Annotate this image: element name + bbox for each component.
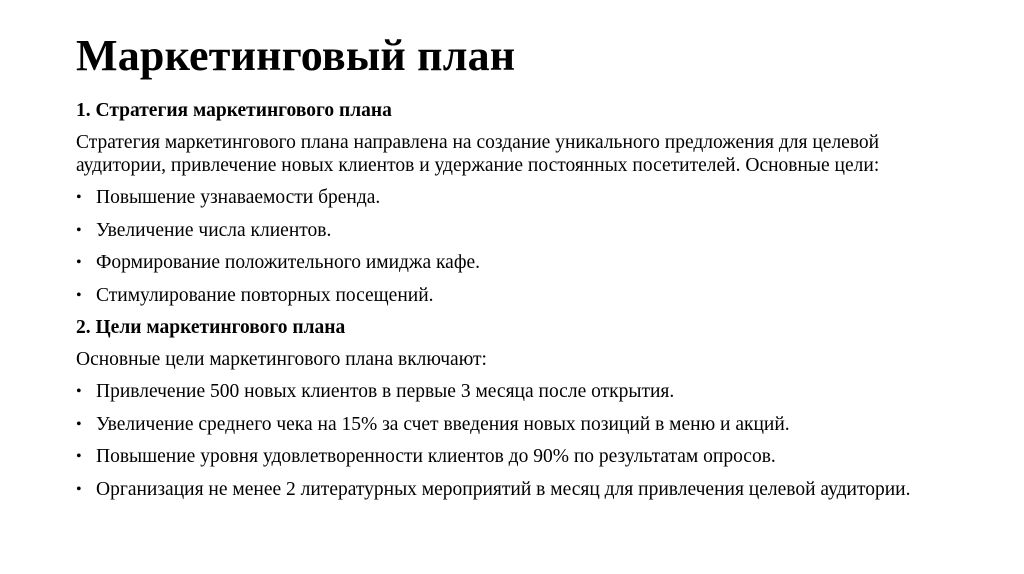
section-intro: Стратегия маркетингового плана направлена на создание уникального предложения для целевой аудитории, привлечение новых клиентов и удержание постоянных посетителей. Основные цели: [76,132,880,176]
bullet-icon: • [76,221,82,239]
list-item [76,186,964,209]
section-heading: 2. Цели маркетингового плана [76,317,346,338]
list-item-text: Привлечение 500 новых клиентов в первые 3 месяца после открытия. [96,381,675,402]
bullet-icon: • [76,415,82,433]
bullet-icon: • [76,254,82,271]
bullet-icon: • [76,286,82,304]
slide-title: Маркетинговый план [76,31,516,80]
list-item-text: Повышение узнаваемости бренда. [96,187,381,208]
list-item [76,445,964,468]
bullet-icon: • [76,383,82,400]
bullet-icon: • [76,448,82,465]
section-intro: Основные цели маркетингового плана включают: [76,349,487,370]
section-goals [76,316,964,501]
list-item-text: Повышение уровня удовлетворенности клиентов до 90% по результатам опросов. [96,446,776,467]
list-item-text: Стимулирование повторных посещений. [96,284,434,306]
bullet-icon: • [76,189,82,206]
list-item-text: Организация не менее 2 литературных мероприятий в месяц для привлечения целевой аудитории. [96,478,911,500]
bullet-icon: • [76,480,82,498]
bullet-list [76,186,964,307]
list-item [76,413,964,436]
list-item [76,219,964,242]
list-item [76,478,964,501]
section-heading: 1. Стратегия маркетингового плана [76,100,392,121]
bullet-list [76,380,964,501]
list-item-text: Формирование положительного имиджа кафе. [96,252,480,273]
section-strategy [76,99,964,307]
list-item [76,284,964,307]
list-item [76,380,964,403]
list-item [76,251,964,274]
list-item-text: Увеличение числа клиентов. [96,219,332,241]
list-item-text: Увеличение среднего чека на 15% за счет введения новых позиций в меню и акций. [96,413,790,435]
